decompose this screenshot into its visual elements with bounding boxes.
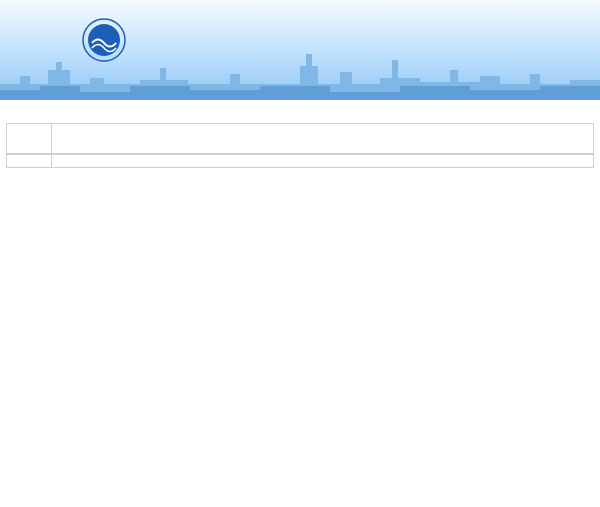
summary-text [52, 124, 594, 154]
legend-table [6, 154, 594, 168]
logo-icon [80, 16, 128, 64]
summary-label [7, 124, 52, 154]
legend-label [7, 155, 52, 168]
header-banner [0, 0, 600, 100]
summary-table [6, 123, 594, 154]
legend [52, 155, 594, 168]
